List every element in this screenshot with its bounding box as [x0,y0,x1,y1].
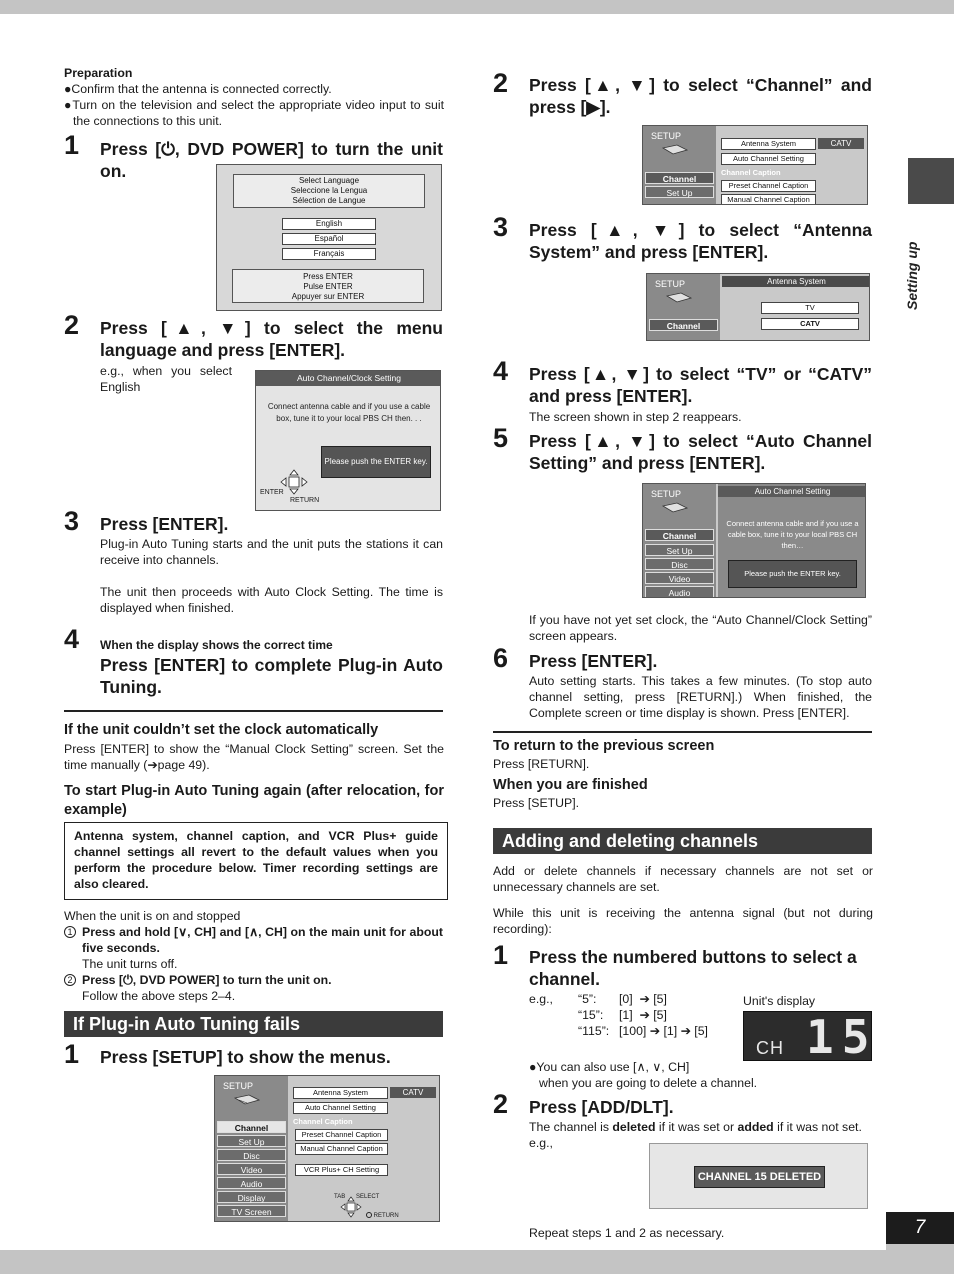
adding-intro-1: Add or delete channels if necessary channels are not set or unnecessary channels are set. [493,864,873,894]
sidebar [886,0,954,1274]
menu-item-disc[interactable]: Disc [645,558,714,570]
menu-item-video[interactable]: Video [645,572,714,584]
setup-label: SETUP [651,131,682,141]
warning-text: Antenna system, channel caption, and VCR Plus+ guide channel settings all revert to the default values when you perform the procedure below. Timer recording settings are also cleared. [74,829,438,891]
preparation-item-2: ●Turn on the television and select the appropriate video input to suit the connections to this unit. [64,98,444,128]
setup-menu-screen [214,1075,440,1222]
clock-fail-heading: If the unit couldn’t set the clock automatically [64,722,379,738]
return-heading: To return to the previous screen [493,738,715,754]
step-2-example: e.g., when you select English [100,364,232,394]
restart-tuning-heading: To start Plug-in Auto Tuning again (after relocation, for example) [64,783,444,818]
clock-fail-text: Press [ENTER] to show the “Manual Clock Setting” screen. Set the time manually (➔page 49). [64,742,444,772]
right-step-5-note: If you have not yet set clock, the “Auto Channel/Clock Setting” screen appears. [529,613,872,643]
menu-auto-channel-setting[interactable]: Auto Channel Setting [721,153,816,165]
menu-preset-channel-caption[interactable]: Preset Channel Caption [295,1129,388,1141]
setup-label: SETUP [223,1081,254,1091]
step-1-title-text: Press [⏻, DVD POWER] to turn the unit on. [100,139,443,181]
return-label: RETURN [366,1212,399,1219]
section-label: Setting up [904,241,920,310]
step-3-text-1: Plug-in Auto Tuning starts and the unit puts the stations it can receive into channels. [100,537,443,567]
antenna-submenu [722,274,870,341]
sub-step-number: 1 [64,926,76,938]
channel-deleted-screen [649,1143,868,1209]
sub-step-number: 2 [64,974,76,986]
right-step-5-title: Press [▲, ▼] to select “Auto Channel Setting” and press [ENTER]. [529,431,872,473]
menu-item-channel[interactable]: Channel [645,172,714,184]
step-number: 2 [493,1089,509,1119]
step-3-title: Press [ENTER]. [100,514,229,534]
sub-step-2-note: Follow the above steps 2–4. [82,989,236,1003]
step-number: 4 [64,624,80,654]
step-number: 6 [493,643,509,673]
menu-item-tv-screen[interactable]: TV Screen [217,1205,286,1217]
return-label: RETURN [290,497,320,504]
example-keys-15: [1] ➔ [5] [619,1008,667,1022]
enter-label: ENTER [260,489,284,496]
page-number: 7 [886,1212,954,1244]
menu-item-setup[interactable]: Set Up [217,1135,286,1147]
language-screen-header: Select Language Seleccione la Lengua Sélection de Langue [233,174,425,208]
step-3-text-2: The unit then proceeds with Auto Clock Setting. The time is displayed when finished. [100,585,443,615]
example-keys-115: [100] ➔ [1] ➔ [5] [619,1024,708,1038]
repeat-text: Repeat steps 1 and 2 as necessary. [529,1226,725,1240]
dpad-icon [340,1196,362,1218]
auto-channel-title: Auto Channel Setting [718,486,866,497]
step-4-subtitle: When the display shows the correct time [100,638,333,652]
channel-submenu [718,126,868,205]
language-screen-footer: Press ENTER Pulse ENTER Appuyer sur ENTER [232,269,424,303]
add-step-2-text: The channel is deleted if it was set or added if it was not set. [529,1120,862,1134]
divider [493,731,872,733]
language-option-english[interactable]: English [282,218,376,230]
auto-channel-clock-screen [255,370,441,511]
step-4-title: Press [ENTER] to complete Plug-in Auto Tuning. [100,655,443,697]
adding-intro-2: While this unit is receiving the antenna signal (but not during recording): [493,906,873,936]
push-enter-button[interactable]: Please push the ENTER key. [728,560,857,588]
right-step-4-note: The screen shown in step 2 reappears. [529,410,742,424]
menu-preset-channel-caption[interactable]: Preset Channel Caption [721,180,816,192]
language-option-francais[interactable]: Français [282,248,376,260]
step-number: 4 [493,356,509,386]
lcd-ch-label: CH [756,1038,784,1058]
add-step-1-title: Press the numbered buttons to select a channel. [529,947,857,989]
preparation-item-1: ●Confirm that the antenna is connected correctly. [64,82,332,96]
lcd-channel-number: 15 [806,1010,878,1064]
add-step-2-example: e.g., [529,1136,553,1150]
menu-item-disc[interactable]: Disc [217,1149,286,1161]
step-number: 1 [493,940,509,970]
setup-label: SETUP [655,279,686,289]
menu-item-display[interactable]: Display [217,1191,286,1203]
fail-step-1-title: Press [SETUP] to show the menus. [100,1047,391,1067]
menu-item-setup[interactable]: Set Up [645,186,714,198]
finished-text: Press [SETUP]. [493,796,580,810]
step-number: 3 [64,506,80,536]
select-label: SELECT [356,1194,380,1200]
menu-item-setup[interactable]: Set Up [645,544,714,556]
example-label: e.g., [529,992,553,1006]
right-step-3-title: Press [▲, ▼] to select “Antenna System” and press [ENTER]. [529,220,872,262]
example-ch-115: “115”: [578,1024,610,1038]
menu-item-audio[interactable]: Audio [217,1177,286,1189]
remote-icon [665,292,693,304]
step-2-title: Press [▲, ▼] to select the menu language and press [ENTER]. [100,318,443,360]
finished-heading: When you are finished [493,777,648,793]
menu-item-video[interactable]: Video [217,1163,286,1175]
channel-caption-label: Channel Caption [293,1117,353,1126]
example-ch-15: “15”: [578,1008,604,1022]
option-catv[interactable]: CATV [761,318,859,330]
menu-antenna-system[interactable]: Antenna System [721,138,816,150]
auto-channel-panel [718,484,866,598]
antenna-value: CATV [390,1087,436,1098]
setup-sidebar [647,274,720,341]
section-bar-tuning-fails: If Plug-in Auto Tuning fails [64,1011,443,1037]
right-step-4-title: Press [▲, ▼] to select “TV” or “CATV” and press [ENTER]. [529,364,872,406]
sub-step-1-text: Press and hold [∨, CH] and [∧, CH] on the main unit for about five seconds. [82,925,443,955]
preparation-title: Preparation [64,66,133,80]
screen-message: Connect antenna cable and if you use a cable box, tune it to your local PBS CH then… [726,519,859,550]
warning-box [64,822,448,900]
auto-channel-setting-screen [642,483,866,598]
add-step-2-title: Press [ADD/DLT]. [529,1097,674,1117]
remote-icon [661,502,689,514]
setup-sidebar [643,484,716,598]
step-number: 5 [493,423,509,453]
step-number: 1 [64,130,80,160]
channel-caption-label: Channel Caption [721,168,781,177]
menu-manual-channel-caption[interactable]: Manual Channel Caption [295,1143,388,1155]
return-button-icon [366,1212,372,1218]
menu-vcr-plus-ch-setting[interactable]: VCR Plus+ CH Setting [295,1164,388,1176]
step-number: 2 [64,310,80,340]
setup-sidebar [643,126,716,205]
option-tv[interactable]: TV [761,302,859,314]
bottom-margin [0,1250,886,1274]
section-tab-marker [908,158,954,204]
add-step-1-note-2: when you are going to delete a channel. [539,1076,758,1090]
example-keys-5: [0] ➔ [5] [619,992,667,1006]
remote-icon [661,144,689,156]
section-bar-adding-deleting: Adding and deleting channels [493,828,872,854]
right-step-2-title: Press [▲, ▼] to select “Channel” and press [▶]. [529,75,872,117]
screen-title: Auto Channel/Clock Setting [256,371,441,386]
setup-label: SETUP [651,489,682,499]
channel-menu-screen [642,125,868,205]
menu-item-channel[interactable]: Channel [217,1121,286,1133]
channel-deleted-label: CHANNEL 15 DELETED [694,1166,825,1188]
menu-manual-channel-caption[interactable]: Manual Channel Caption [721,194,816,205]
setup-sidebar [215,1076,288,1222]
dpad-icon [280,469,308,495]
step-number: 2 [493,68,509,98]
channel-submenu [290,1076,440,1222]
screen-message: Connect antenna cable and if you use a cable box, tune it to your local PBS CH then. . . [267,402,431,423]
antenna-system-title: Antenna System [722,276,870,287]
add-step-1-note-1: ●You can also use [∧, ∨, CH] [529,1060,690,1074]
step-number: 3 [493,212,509,242]
menu-item-audio[interactable]: Audio [645,586,714,598]
unit-lcd-display [743,1010,878,1064]
language-option-espanol[interactable]: Español [282,233,376,245]
menu-auto-channel-setting[interactable]: Auto Channel Setting [293,1102,388,1114]
antenna-system-screen [646,273,870,341]
example-ch-5: “5”: [578,992,597,1006]
tab-label: TAB [334,1194,346,1200]
return-text: Press [RETURN]. [493,757,590,771]
antenna-value: CATV [818,138,864,149]
right-step-6-title: Press [ENTER]. [529,651,658,671]
when-stopped-text: When the unit is on and stopped [64,909,241,923]
push-enter-button[interactable]: Please push the ENTER key. [321,446,431,478]
language-select-screen [216,164,442,311]
unit-display-label: Unit's display [743,994,816,1008]
divider [64,710,443,712]
sub-step-2-text: Press [⏻, DVD POWER] to turn the unit on. [82,973,332,987]
sub-step-1-note: The unit turns off. [82,957,178,971]
menu-item-channel[interactable]: Channel [649,319,718,331]
menu-item-channel[interactable]: Channel [645,529,714,541]
right-step-6-text: Auto setting starts. This takes a few minutes. (To stop auto channel setting, press [RETURN].) When finished, the Complete screen or time display is shown. Press [ENTER]. [529,674,872,720]
remote-icon [233,1094,261,1106]
menu-antenna-system[interactable]: Antenna System [293,1087,388,1099]
step-number: 1 [64,1039,80,1069]
